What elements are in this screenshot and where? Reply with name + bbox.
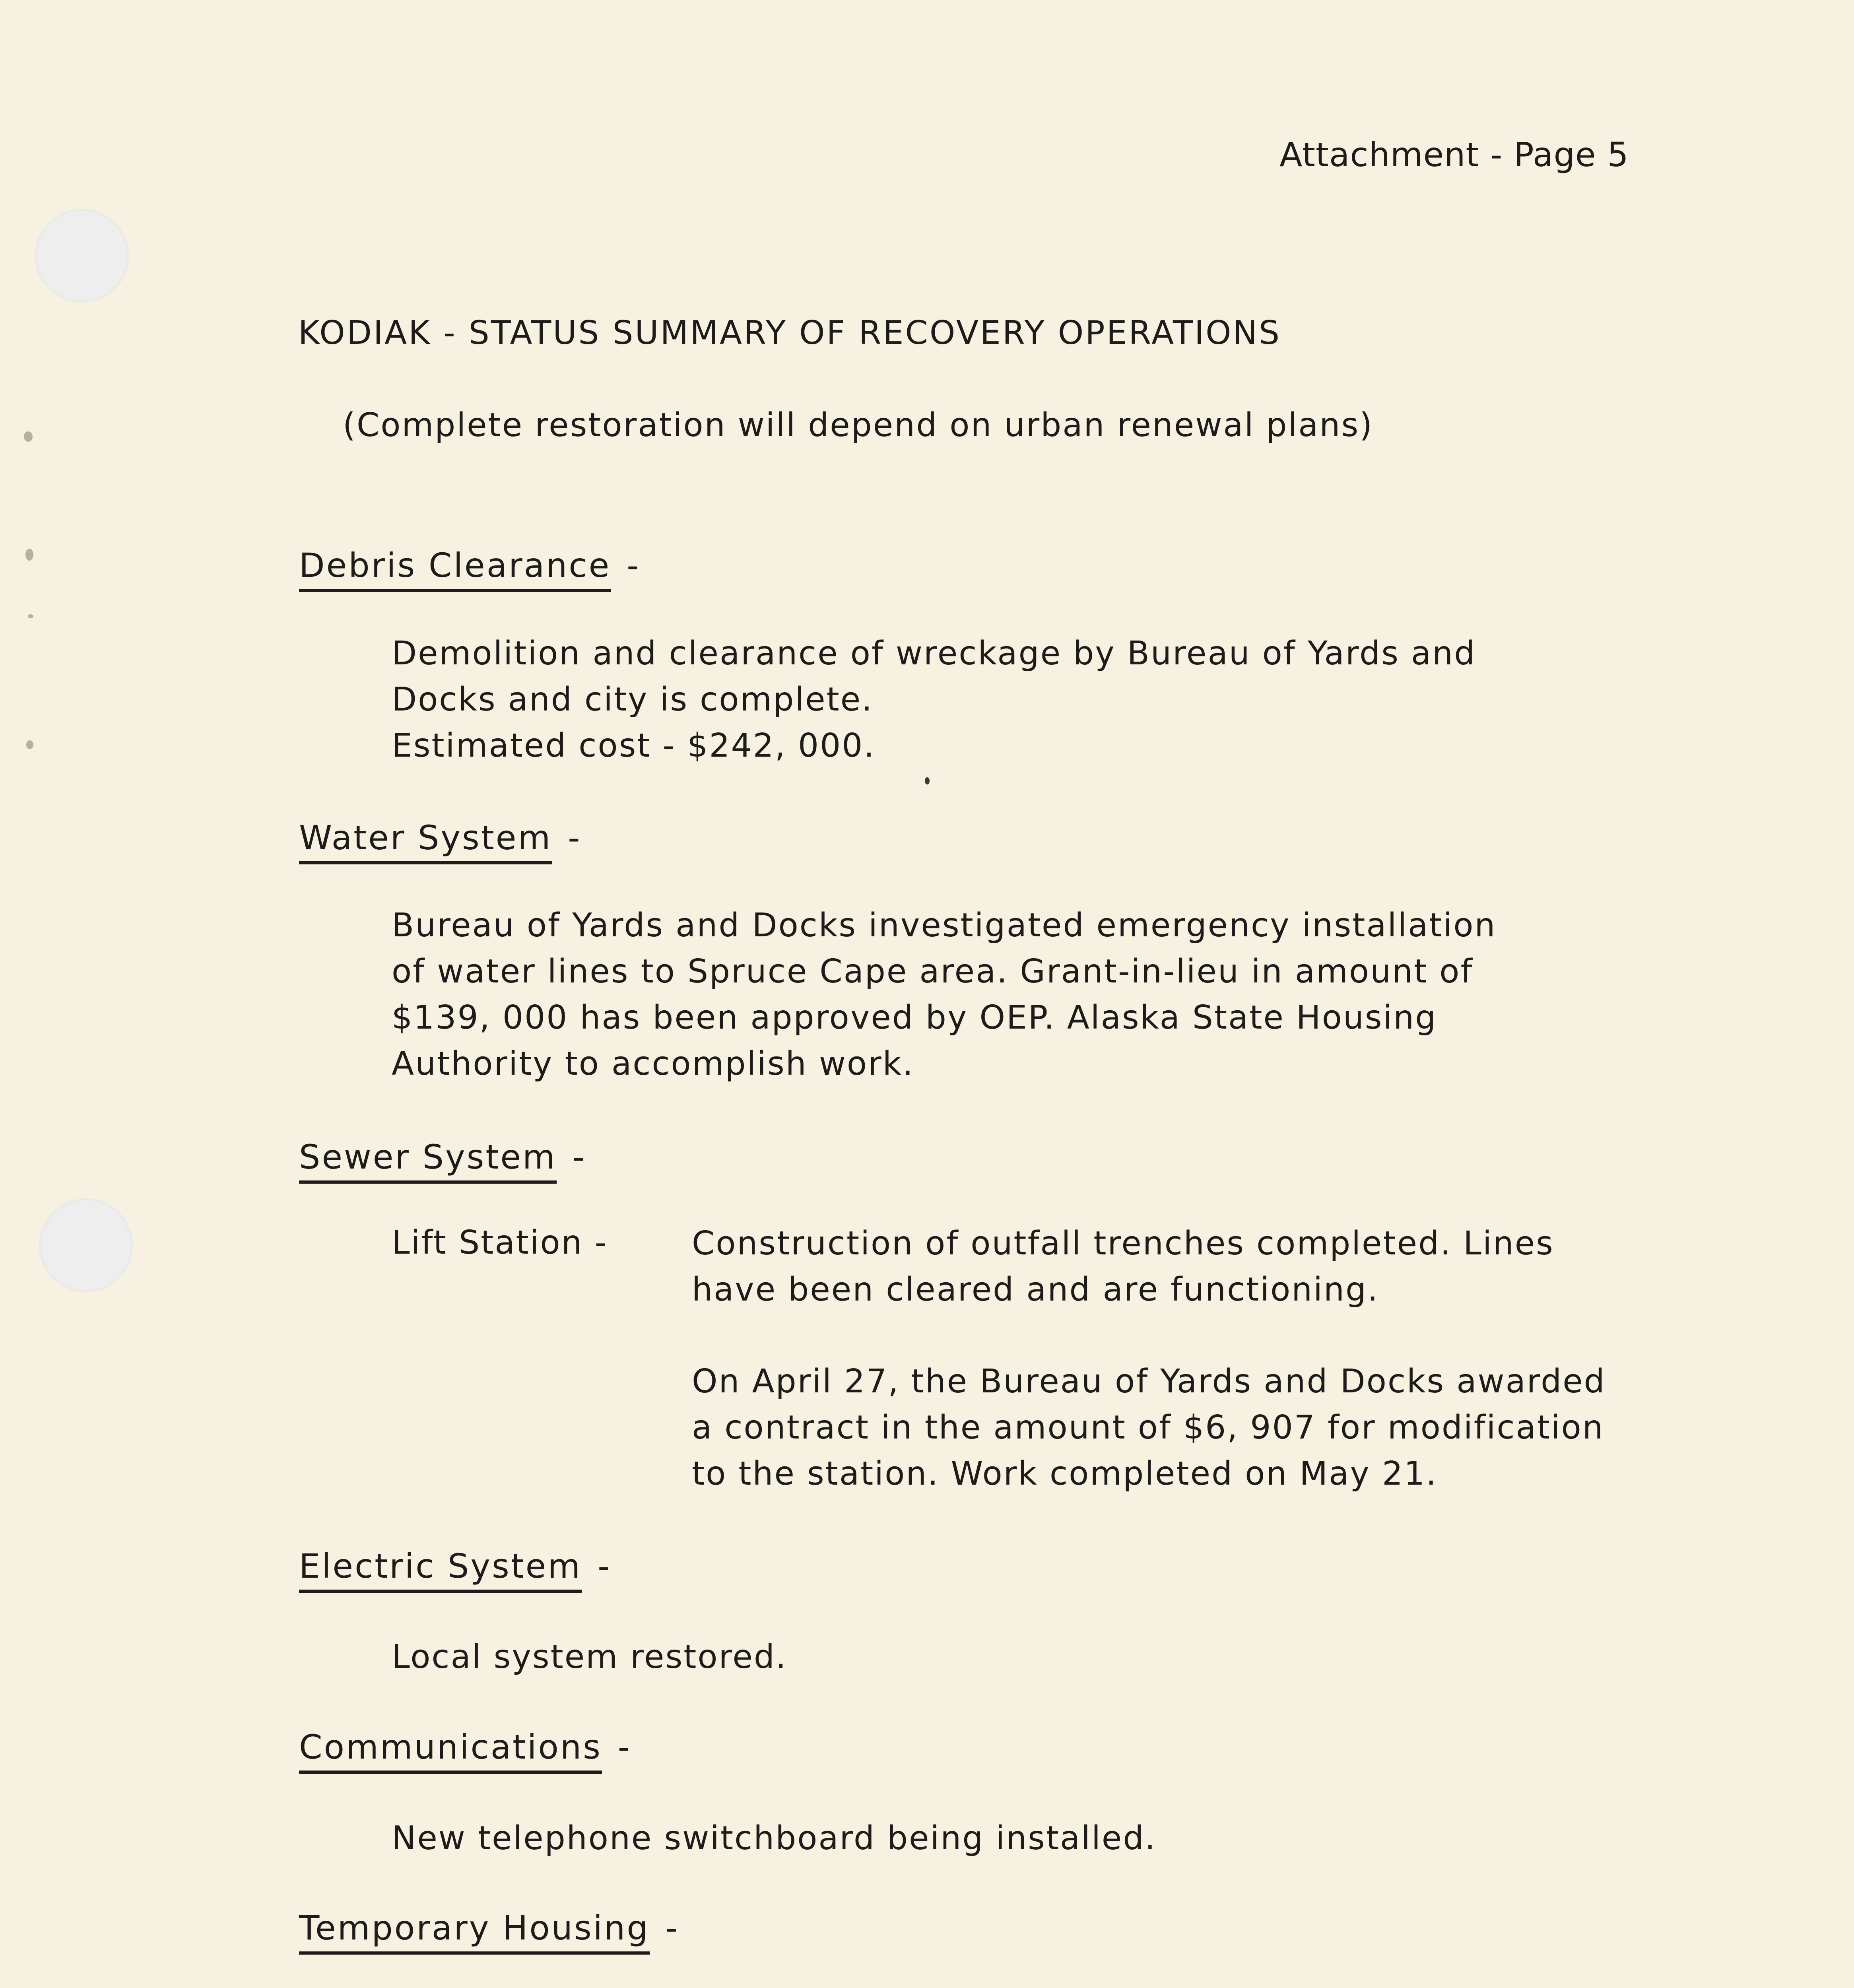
body-line: On April 27, the Bureau of Yards and Docks awarded xyxy=(692,1363,1606,1400)
heading-dash: - xyxy=(617,1728,632,1767)
body-line: Estimated cost - $242, 000. xyxy=(392,727,876,765)
heading-dash: - xyxy=(568,818,582,857)
heading-text: Sewer System xyxy=(299,1138,557,1184)
heading-text: Debris Clearance xyxy=(299,546,611,592)
section-body-communications xyxy=(392,1815,1156,1862)
lift-station-paragraph-2 xyxy=(692,1359,1606,1497)
body-line: Construction of outfall trenches completed. Lines xyxy=(692,1225,1554,1262)
heading-text: Water System xyxy=(299,818,552,864)
body-line: $139, 000 has been approved by OEP. Alaska State Housing xyxy=(392,999,1437,1037)
section-body-electric xyxy=(392,1634,787,1680)
heading-text: Electric System xyxy=(299,1547,582,1593)
heading-dash: - xyxy=(598,1547,612,1586)
punch-hole xyxy=(35,209,129,303)
paper-speck xyxy=(28,614,33,618)
heading-dash: - xyxy=(627,546,641,585)
paper-speck xyxy=(925,777,930,784)
body-line: Demolition and clearance of wreckage by Bureau of Yards and xyxy=(392,635,1476,672)
body-line: a contract in the amount of $6, 907 for modification xyxy=(692,1409,1604,1446)
section-heading-debris xyxy=(299,546,641,592)
section-heading-housing xyxy=(299,1908,679,1955)
lift-station-label: Lift Station - xyxy=(392,1224,608,1262)
paper-speck xyxy=(26,740,33,749)
section-body-water xyxy=(392,903,1497,1087)
body-line: New telephone switchboard being installed. xyxy=(392,1819,1157,1857)
body-line: Docks and city is complete. xyxy=(392,681,874,718)
heading-dash: - xyxy=(665,1908,679,1947)
document-subtitle: (Complete restoration will depend on urban renewal plans) xyxy=(343,406,1374,444)
body-line: Authority to accomplish work. xyxy=(392,1045,914,1083)
paper-speck xyxy=(25,549,33,561)
heading-text: Communications xyxy=(299,1728,602,1774)
body-line: of water lines to Spruce Cape area. Grant-in-lieu in amount of xyxy=(392,953,1473,990)
section-heading-water xyxy=(299,818,582,864)
lift-station-paragraph-1 xyxy=(692,1221,1554,1313)
body-line: Local system restored. xyxy=(392,1638,787,1676)
heading-text: Temporary Housing xyxy=(299,1908,650,1955)
heading-dash: - xyxy=(572,1138,586,1176)
section-body-debris xyxy=(392,631,1476,769)
page-label: Attachment - Page 5 xyxy=(1279,135,1629,174)
section-heading-electric xyxy=(299,1547,612,1593)
paper-speck xyxy=(24,431,33,442)
section-heading-sewer xyxy=(299,1138,586,1184)
body-line: Bureau of Yards and Docks investigated emergency installation xyxy=(392,907,1497,944)
document-title: KODIAK - STATUS SUMMARY OF RECOVERY OPERATIONS xyxy=(298,314,1281,352)
body-line: to the station. Work completed on May 21. xyxy=(692,1455,1438,1493)
punch-hole xyxy=(39,1198,133,1292)
section-heading-communications xyxy=(299,1728,631,1774)
body-line: have been cleared and are functioning. xyxy=(692,1271,1379,1309)
